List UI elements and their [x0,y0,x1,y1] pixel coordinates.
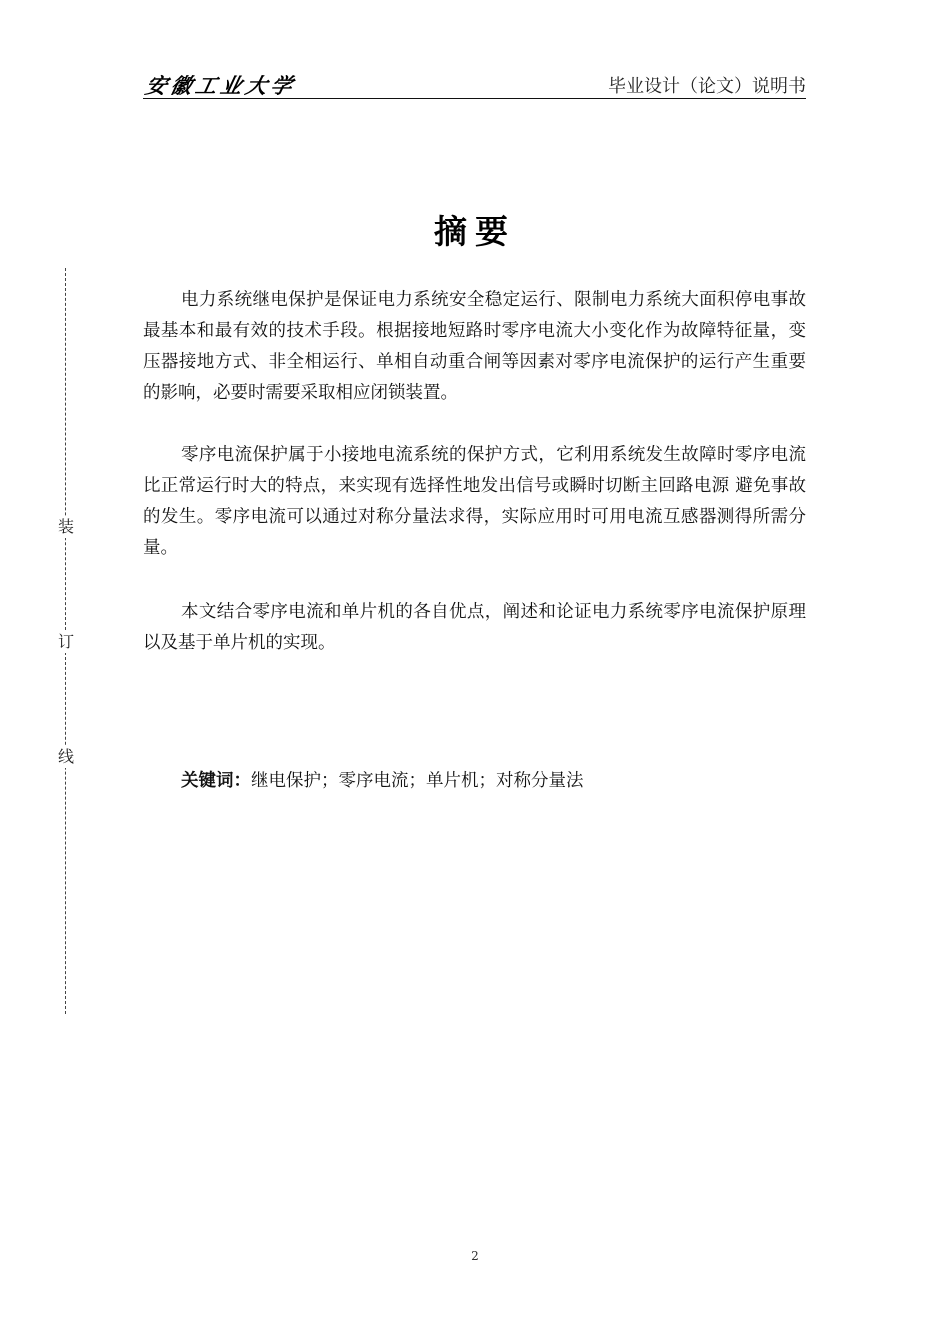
binding-char-zhuang: 装 [57,517,74,536]
keywords-line [181,766,584,797]
page-number: 2 [471,1249,479,1263]
binding-char-ding: 订 [57,632,74,651]
document-type: 毕业设计（论文）说明书 [608,76,806,97]
keywords-list: 继电保护；零序电流；单片机；对称分量法 [251,771,584,791]
abstract-title: 摘要 [434,212,516,251]
abstract-paragraph-1: 电力系统继电保护是保证电力系统安全稳定运行、限制电力系统大面积停电事故最基本和最有效的技术手段。根据接地短路时零序电流大小变化作为故障特征量，变压器接地方式、非全相运行、单相自动重合闸等因素对零序电流保护的运行产生重要的影响，必要时需要采取相应闭锁装置。 [143,290,806,403]
abstract-paragraph-3: 本文结合零序电流和单片机的各自优点，阐述和论证电力系统零序电流保护原理以及基于单片机的实现。 [143,602,806,653]
university-logo: 安徽工业大学 [143,73,299,98]
abstract-paragraph-2: 零序电流保护属于小接地电流系统的保护方式，它利用系统发生故障时零序电流比正常运行时大的特点，来实现有选择性地发出信号或瞬时切断主回路电源 避免事故的发生。零序电流可以通过对称分量法求得，实际应用时可用电流互感器测得所需分量。 [143,445,806,558]
page-header [143,68,806,99]
keywords-label: 关键词： [181,771,251,791]
binding-char-xian: 线 [57,747,74,766]
